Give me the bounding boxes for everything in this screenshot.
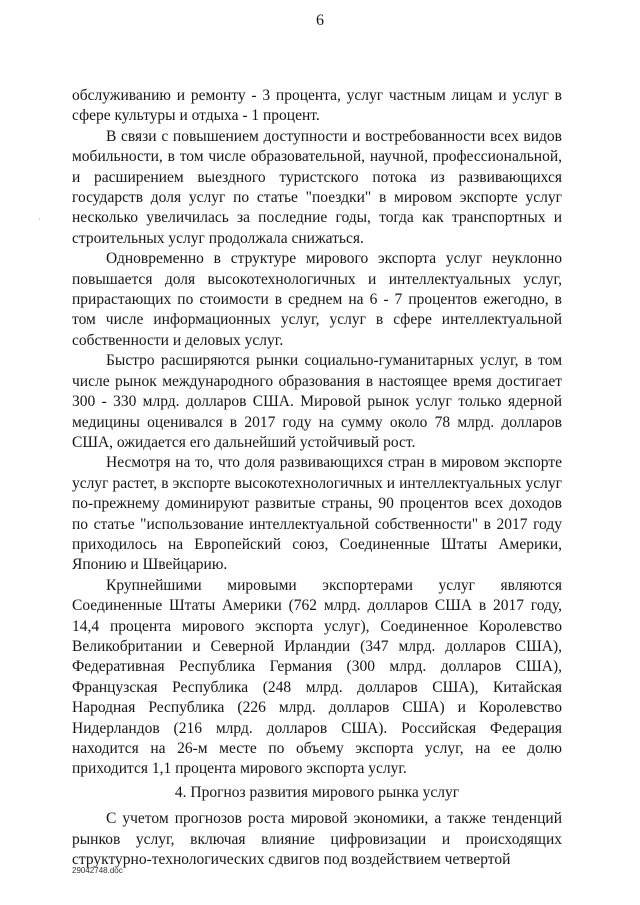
document-body: [72, 86, 562, 870]
paragraph-mobility: В связи с повышением доступности и востребованности всех видов мобильности, в том числе образовательной, научной, профессиональной, и расширением выездного туристского потока из развивающихся государств доля услуг по статье "поездки" в мировом экспорте услуг несколько увеличилась за последние годы, тогда как транспортных и строительных услуг продолжала снижаться.: [72, 127, 562, 247]
paragraph-continuation: обслуживанию и ремонту - 3 процента, услуг частным лицам и услуг в сфере культуры и отдыха - 1 процент.: [72, 87, 562, 125]
section-heading: 4. Прогноз развития мирового рынка услуг: [174, 783, 460, 801]
paragraph-largest-exporters: Крупнейшими мировыми экспортерами услуг являются Соединенные Штаты Америки (762 млрд. долларов США в 2017 году, 14,4 процента мирового экспорта услуг), Соединенное Королевство Великобритании и Северной Ирландии (347 млрд. долларов США), Федеративная Республика Германия (300 млрд. долларов США), Французская Республика (248 млрд. долларов США), Китайская Народная Республика (226 млрд. долларов США) и Королевство Нидерландов (216 млрд. долларов США). Российская Федерация находится на 26-м месте по объему экспорта услуг, на ее долю приходится 1,1 процента мирового экспорта услуг.: [72, 576, 562, 778]
document-footer: 29042748.doc: [72, 866, 123, 875]
paragraph-developed-countries: Несмотря на то, что доля развивающихся стран в мировом экспорте услуг растет, в экспорте высокотехнологичных и интеллектуальных услуг по-прежнему доминируют развитые страны, 90 процентов всех доходов по статье "использование интеллектуальной собственности" в 2017 году приходилось на Европейский союз, Соединенные Штаты Америки, Японию и Швейцарию.: [72, 454, 562, 574]
page-number: 6: [316, 12, 324, 29]
paragraph-forecast: С учетом прогнозов роста мировой экономики, а также тенденций рынков услуг, включая влияние цифровизации и происходящих структурно-технологических сдвигов под воздействием четвертой: [72, 810, 562, 869]
paragraph-high-tech-services: Одновременно в структуре мирового экспорта услуг неуклонно повышается доля высокотехнологичных и интеллектуальных услуг, прирастающих по стоимости в среднем на 6 - 7 процентов ежегодно, в том числе информационных услуг, услуг в сфере интеллектуальной собственности и деловых услуг.: [72, 250, 562, 349]
paragraph-social-services: Быстро расширяются рынки социально-гуманитарных услуг, в том числе рынок международного образования в настоящее время достигает 300 - 330 млрд. долларов США. Мировой рынок услуг только ядерной медицины оценивался в 2017 году на сумму около 78 млрд. долларов США, ожидается его дальнейший устойчивый рост.: [72, 352, 562, 451]
margin-mark: ·: [38, 214, 41, 224]
